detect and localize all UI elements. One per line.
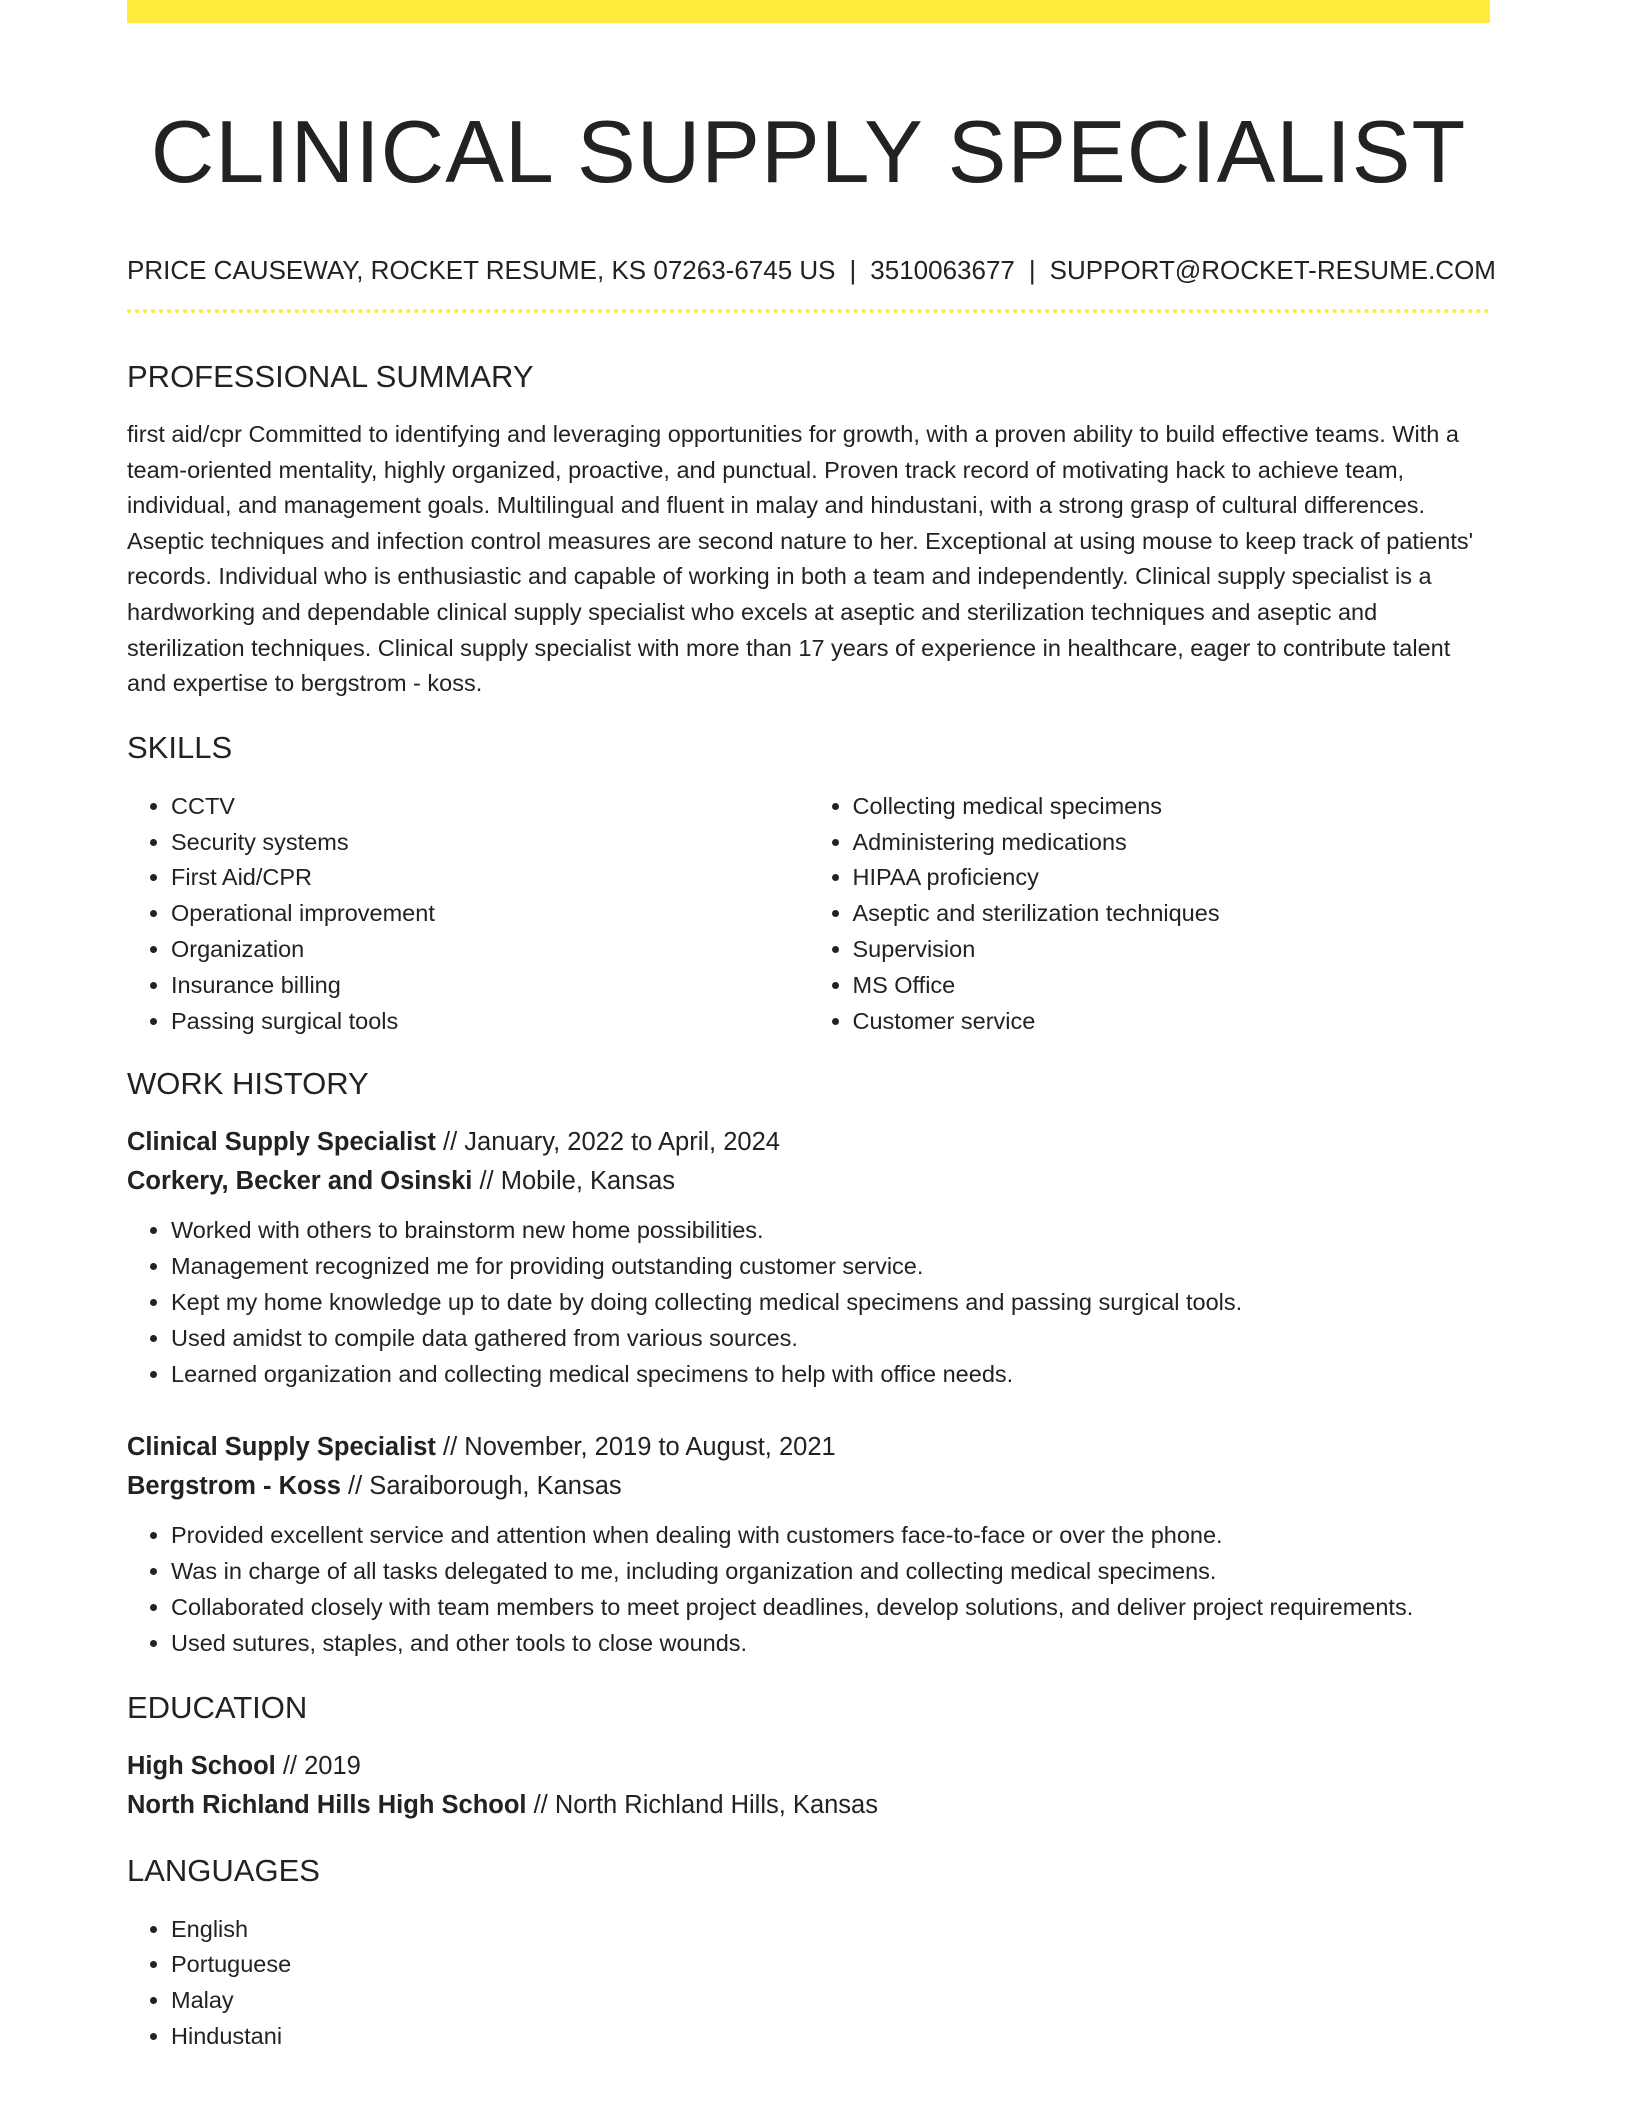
job-entry bbox=[127, 1123, 1490, 1392]
skill-item: • HIPAA proficiency bbox=[853, 860, 1491, 896]
resume-name: CLINICAL SUPPLY SPECIALIST bbox=[150, 102, 1467, 201]
job-bullet: • Was in charge of all tasks delegated to me, including organization and collecting medical specimens. bbox=[171, 1554, 1490, 1590]
job-title-line bbox=[127, 1123, 1490, 1162]
dotted-divider bbox=[127, 309, 1490, 313]
job-bullet: • Collaborated closely with team members to meet project deadlines, develop solutions, and deliver project requirements. bbox=[171, 1590, 1490, 1626]
job-location: // Mobile, Kansas bbox=[472, 1167, 676, 1196]
skill-item: • Collecting medical specimens bbox=[853, 789, 1491, 825]
work-history-heading: WORK HISTORY bbox=[127, 1066, 369, 1102]
contact-phone: 3510063677 bbox=[870, 255, 1015, 285]
languages-list bbox=[127, 1912, 1490, 2055]
resume-page bbox=[127, 0, 1496, 2055]
job-dates: // November, 2019 to August, 2021 bbox=[435, 1433, 836, 1462]
job-bullet: • Used amidst to compile data gathered from various sources. bbox=[171, 1321, 1490, 1357]
job-bullet: • Used sutures, staples, and other tools to close wounds. bbox=[171, 1626, 1490, 1662]
skill-item: • Operational improvement bbox=[171, 896, 809, 932]
skills-heading: SKILLS bbox=[127, 729, 233, 765]
skill-item: • Organization bbox=[171, 932, 809, 968]
job-bullet: • Management recognized me for providing outstanding customer service. bbox=[171, 1249, 1490, 1285]
language-item: • English bbox=[171, 1912, 1490, 1948]
skills-list-left bbox=[127, 789, 809, 1040]
job-role: Clinical Supply Specialist bbox=[127, 1128, 436, 1157]
education-heading: EDUCATION bbox=[127, 1689, 308, 1725]
job-bullet: • Provided excellent service and attention when dealing with customers face-to-face or over the phone. bbox=[171, 1518, 1490, 1554]
education-school: North Richland Hills High School bbox=[127, 1790, 527, 1819]
languages-heading: LANGUAGES bbox=[127, 1852, 320, 1888]
contact-address: PRICE CAUSEWAY, ROCKET RESUME, KS 07263-6745 US bbox=[127, 255, 836, 285]
language-item: • Malay bbox=[171, 1983, 1490, 2019]
contact-separator: | bbox=[849, 255, 857, 285]
education-entry bbox=[127, 1747, 1490, 1825]
job-company: Corkery, Becker and Osinski bbox=[127, 1167, 473, 1196]
skill-item: • Administering medications bbox=[853, 825, 1491, 861]
job-dates: // January, 2022 to April, 2024 bbox=[435, 1128, 780, 1157]
education-degree-line bbox=[127, 1747, 1490, 1786]
job-bullets bbox=[127, 1213, 1490, 1392]
language-item: • Hindustani bbox=[171, 2019, 1490, 2055]
skill-item: • CCTV bbox=[171, 789, 809, 825]
skill-item: • Supervision bbox=[853, 932, 1491, 968]
education-degree: High School bbox=[127, 1751, 276, 1780]
job-role: Clinical Supply Specialist bbox=[127, 1433, 436, 1462]
education-school-line bbox=[127, 1786, 1490, 1825]
skill-item: • Customer service bbox=[853, 1004, 1491, 1040]
job-company: Bergstrom - Koss bbox=[127, 1472, 341, 1501]
job-bullet: • Worked with others to brainstorm new home possibilities. bbox=[171, 1213, 1490, 1249]
summary-text: first aid/cpr Committed to identifying and leveraging opportunities for growth, with a proven ability to build effective teams. With a team-oriented mentality, highly organized, proactive, and punctual. Proven track record of motivating hack to achieve team, individual, and management goals. Multilingual and fluent in malay and hindustani, with a strong grasp of cultural differences. Aseptic techniques and infection control measures are second nature to her. Exceptional at using mouse to keep track of patients' records. Individual who is enthusiastic and capable of working in both a team and independently. Clinical supply specialist is a hardworking and dependable clinical supply specialist who excels at aseptic and sterilization techniques and aseptic and sterilization techniques. Clinical supply specialist with more than 17 years of experience in healthcare, eager to contribute talent and expertise to bergstrom - koss. bbox=[127, 421, 1474, 697]
summary-heading: PROFESSIONAL SUMMARY bbox=[127, 359, 534, 394]
job-entry bbox=[127, 1428, 1490, 1661]
contact-separator: | bbox=[1028, 255, 1036, 285]
skill-item: • Security systems bbox=[171, 825, 809, 861]
job-location: // Saraiborough, Kansas bbox=[340, 1472, 622, 1501]
skill-item: • Aseptic and sterilization techniques bbox=[853, 896, 1491, 932]
education-year: // 2019 bbox=[275, 1751, 361, 1780]
language-item: • Portuguese bbox=[171, 1947, 1490, 1983]
skills-grid bbox=[127, 789, 1490, 1040]
skill-item: • MS Office bbox=[853, 968, 1491, 1004]
education-location: // North Richland Hills, Kansas bbox=[526, 1790, 878, 1819]
job-company-line bbox=[127, 1467, 1490, 1506]
top-accent-bar bbox=[127, 0, 1490, 23]
job-company-line bbox=[127, 1162, 1490, 1201]
job-title-line bbox=[127, 1428, 1490, 1467]
skill-item: • First Aid/CPR bbox=[171, 860, 809, 896]
job-bullet: • Learned organization and collecting medical specimens to help with office needs. bbox=[171, 1357, 1490, 1393]
skill-item: • Insurance billing bbox=[171, 968, 809, 1004]
job-bullet: • Kept my home knowledge up to date by doing collecting medical specimens and passing surgical tools. bbox=[171, 1285, 1490, 1321]
contact-email: SUPPORT@ROCKET-RESUME.COM bbox=[1049, 255, 1496, 285]
job-bullets bbox=[127, 1518, 1490, 1661]
skill-item: • Passing surgical tools bbox=[171, 1004, 809, 1040]
skills-list-right bbox=[809, 789, 1491, 1040]
contact-line bbox=[127, 250, 1496, 290]
